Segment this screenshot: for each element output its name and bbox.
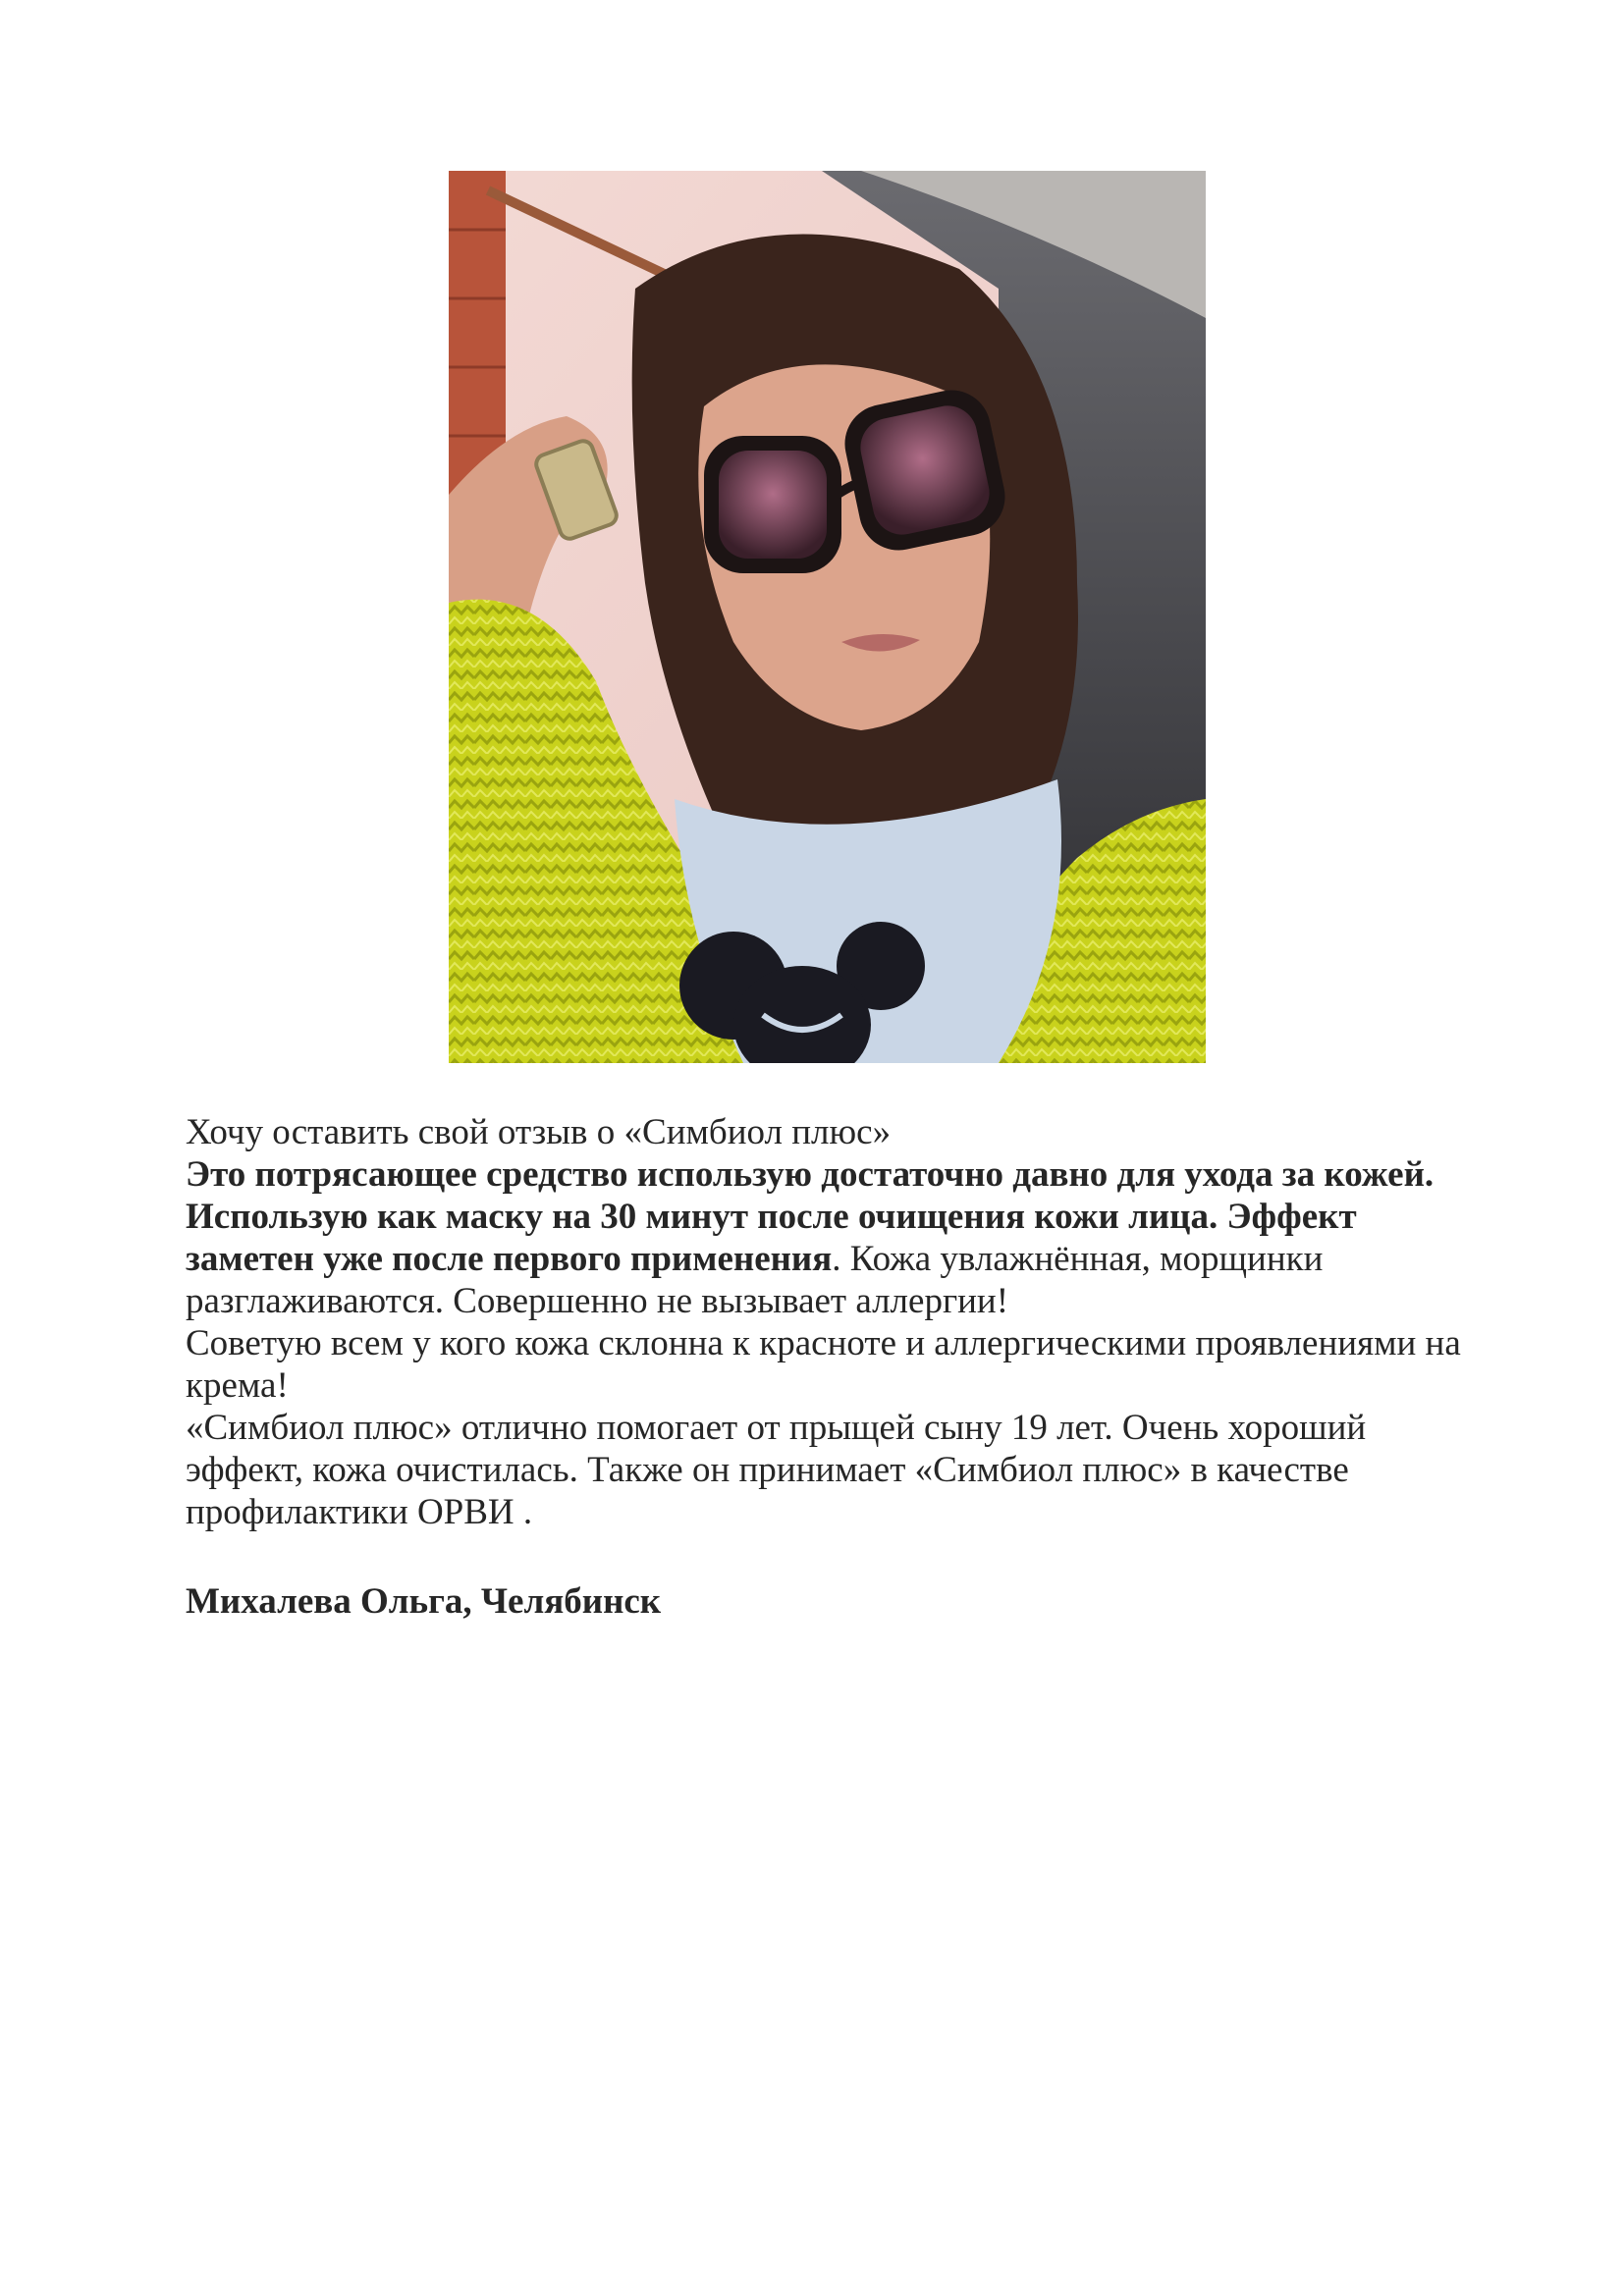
review-son: «Симбиол плюс» отлично помогает от прыщей сыну 19 лет. Очень хороший эффект, кожа очистилась. Также он принимает «Симбиол плюс» в качестве профилактики ОРВИ . [186,1408,1367,1532]
review-after-bold: . Кожа увлажнённая, морщинки разглаживаются. Совершенно не вызывает аллергии! [186,1239,1324,1321]
review-intro: Хочу оставить свой отзыв о «Симбиол плюс» [186,1112,892,1152]
review-body [186,1153,1462,1322]
review-advice: Советую всем у кого кожа склонна к красноте и аллергическими проявлениями на крема! [186,1323,1461,1406]
review-signature: Михалева Ольга, Челябинск [186,1581,662,1622]
review-text [186,1111,1462,1533]
author-photo [449,171,1206,1063]
review-bold-part: Это потрясающее средство использую достаточно давно для ухода за кожей. Использую как маску на 30 минут после очищения кожи лица. Эффект заметен уже после первого применения [186,1154,1435,1279]
